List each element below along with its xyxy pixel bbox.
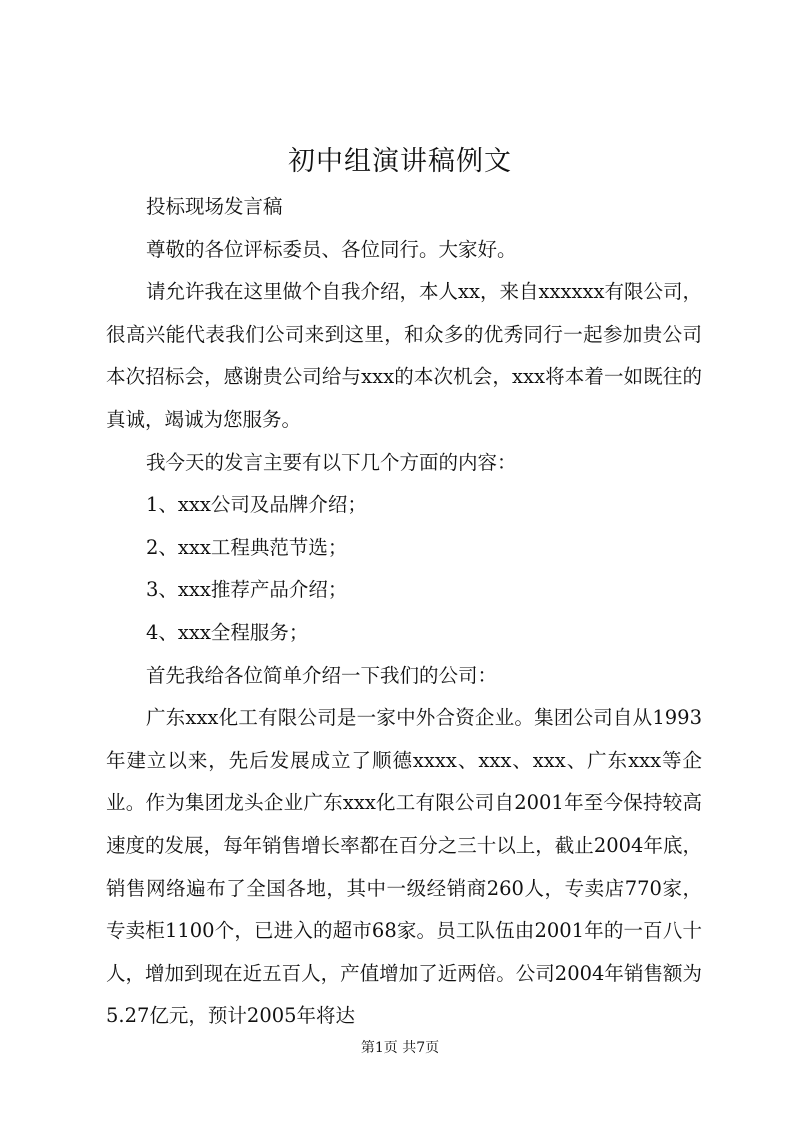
page-footer: [0, 1038, 800, 1058]
page-total: 共7页: [402, 1040, 440, 1056]
document-body: [106, 186, 702, 1038]
list-item: 3、xxx推荐产品介绍；: [146, 578, 348, 602]
paragraph-greeting: 尊敬的各位评标委员、各位同行。大家好。: [146, 237, 517, 261]
list-item: 4、xxx全程服务；: [146, 620, 309, 644]
paragraph-agenda-intro: 我今天的发言主要有以下几个方面的内容：: [146, 450, 517, 474]
paragraph-company-details: 广东xxx化工有限公司是一家中外合资企业。集团公司自从1993年建立以来，先后发展成立了顺德xxxx、xxx、xxx、广东xxx等企业。作为集团龙头企业广东xxx化工有限公司自2001年至今保持较高速度的发展，每年销售增长率都在百分之三十以上，截止2004年底，销售网络遍布了全国各地，其中一级经销商260人，专卖店770家，专卖柜1100个，已进入的超市68家。员工队伍由2001年的一百八十人，增加到现在近五百人，产值增加了近两倍。公司2004年销售额为5.27亿元，预计2005年将达: [106, 706, 702, 1028]
paragraph-subtitle: 投标现场发言稿: [146, 195, 283, 218]
document-title: 初中组演讲稿例文: [288, 146, 512, 177]
paragraph-introduction: 请允许我在这里做个自我介绍，本人xx，来自xxxxxx有限公司，很高兴能代表我们公司来到这里，和众多的优秀同行一起参加贵公司本次招标会，感谢贵公司给与xxx的本次机会，xxx将本着一如既往的真诚，竭诚为您服务。: [106, 280, 702, 431]
page-number: 第1页: [360, 1040, 398, 1056]
paragraph-company-lead: 首先我给各位简单介绍一下我们的公司：: [146, 663, 498, 687]
list-item: 1、xxx公司及品牌介绍；: [146, 493, 367, 517]
list-item: 2、xxx工程典范节选；: [146, 535, 348, 559]
